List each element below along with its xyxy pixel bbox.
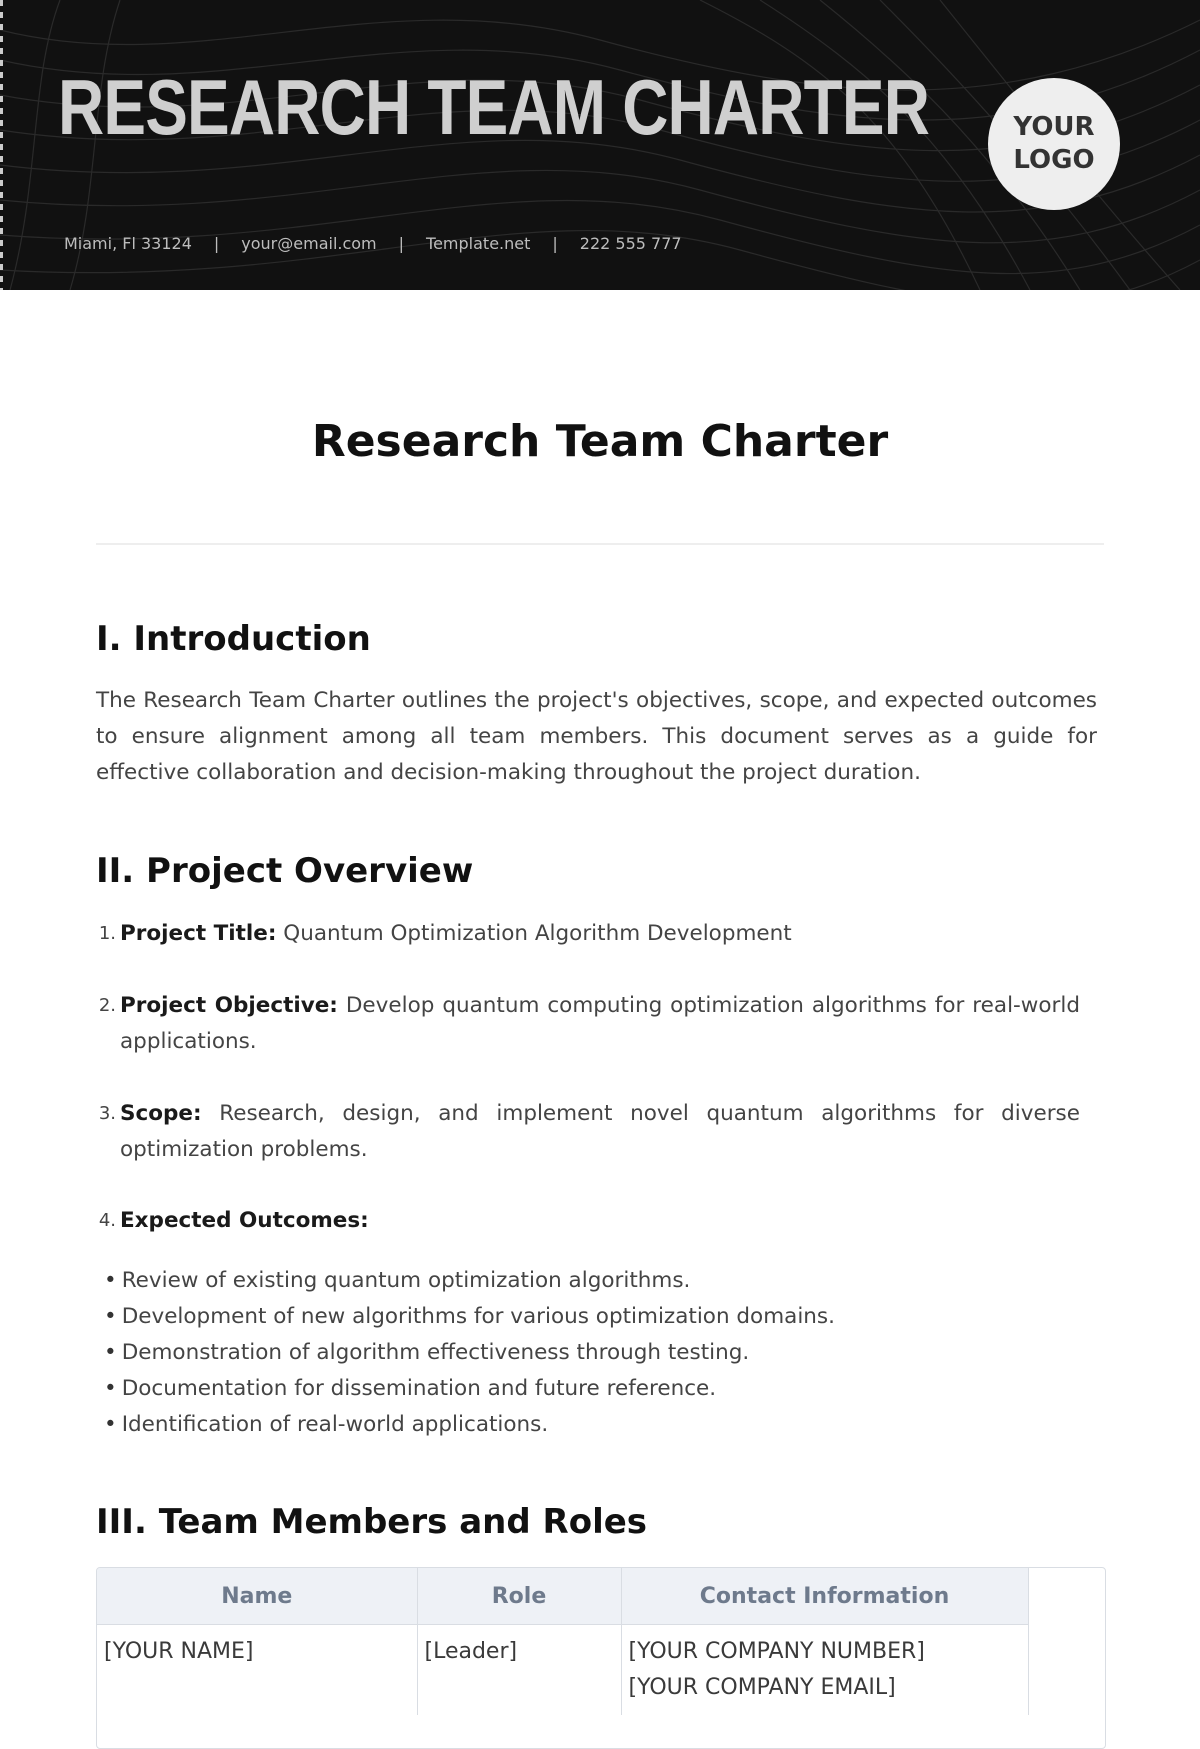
document-title: Research Team Charter xyxy=(311,416,889,467)
contact-email: [YOUR COMPANY EMAIL] xyxy=(628,1675,896,1700)
cell-name: [YOUR NAME] xyxy=(97,1625,417,1716)
column-header-contact: Contact Information xyxy=(621,1568,1028,1625)
column-header-name: Name xyxy=(97,1568,417,1625)
contact-address: Miami, Fl 33124 xyxy=(64,234,192,253)
logo-text: YOUR LOGO xyxy=(1013,112,1095,175)
list-item: • Development of new algorithms for various optimization domains. xyxy=(104,1299,835,1335)
team-members-table xyxy=(96,1567,1106,1749)
contact-email[interactable]: your@email.com xyxy=(241,234,377,253)
expected-outcomes-list xyxy=(104,1263,835,1443)
list-number: 3. xyxy=(98,1103,116,1124)
list-item-body xyxy=(120,916,1080,952)
list-item: • Demonstration of algorithm effectiveness through testing. xyxy=(104,1335,835,1371)
list-item-text: Develop quantum computing optimization algorithms for real-world applications. xyxy=(120,993,1081,1054)
cell-contact xyxy=(621,1625,1028,1716)
header-banner xyxy=(0,0,1200,290)
list-item-body xyxy=(120,1203,1080,1239)
contact-separator: | xyxy=(398,234,405,253)
column-header-role: Role xyxy=(417,1568,621,1625)
title-divider xyxy=(96,543,1104,545)
list-item-text: Quantum Optimization Algorithm Development xyxy=(276,921,792,946)
contact-separator: | xyxy=(552,234,558,253)
section-heading-introduction: I. Introduction xyxy=(96,619,371,659)
list-item-label: Project Objective: xyxy=(120,993,338,1018)
cell-role: [Leader] xyxy=(417,1625,621,1716)
contact-number: [YOUR COMPANY NUMBER] xyxy=(628,1639,925,1664)
team-table xyxy=(97,1568,1029,1715)
list-number: 4. xyxy=(98,1210,116,1231)
list-item-text: Research, design, and implement novel quantum algorithms for diverse optimization problems. xyxy=(120,1101,1080,1162)
section-heading-project-overview: II. Project Overview xyxy=(96,851,474,891)
list-item-body xyxy=(120,988,1080,1060)
company-logo-placeholder xyxy=(988,78,1120,210)
contact-phone: 222 555 777 xyxy=(579,234,682,253)
contact-bar xyxy=(64,234,682,253)
contact-separator: | xyxy=(213,234,220,253)
table-header-row xyxy=(97,1568,1028,1625)
banner-dashed-edge xyxy=(0,0,3,290)
section-heading-team-members: III. Team Members and Roles xyxy=(96,1502,648,1542)
list-number: 1. xyxy=(98,923,116,944)
introduction-paragraph: The Research Team Charter outlines the project's objectives, scope, and expected outcomes to ensure alignment among all team members. This document serves as a guide for effective collaboration and decision-making throughout the project duration. xyxy=(96,688,1097,785)
banner-title: RESEARCH TEAM CHARTER xyxy=(58,63,930,151)
contact-website[interactable]: Template.net xyxy=(426,234,531,253)
list-item-label: Expected Outcomes: xyxy=(120,1208,369,1233)
list-item-label: Scope: xyxy=(120,1101,202,1126)
list-item: • Identification of real-world applications. xyxy=(104,1407,835,1443)
list-item-body xyxy=(120,1096,1080,1168)
list-item: • Documentation for dissemination and future reference. xyxy=(104,1371,835,1407)
list-item: • Review of existing quantum optimization algorithms. xyxy=(104,1263,835,1299)
table-row xyxy=(97,1625,1028,1716)
list-item-label: Project Title: xyxy=(120,921,277,946)
list-number: 2. xyxy=(98,995,116,1016)
